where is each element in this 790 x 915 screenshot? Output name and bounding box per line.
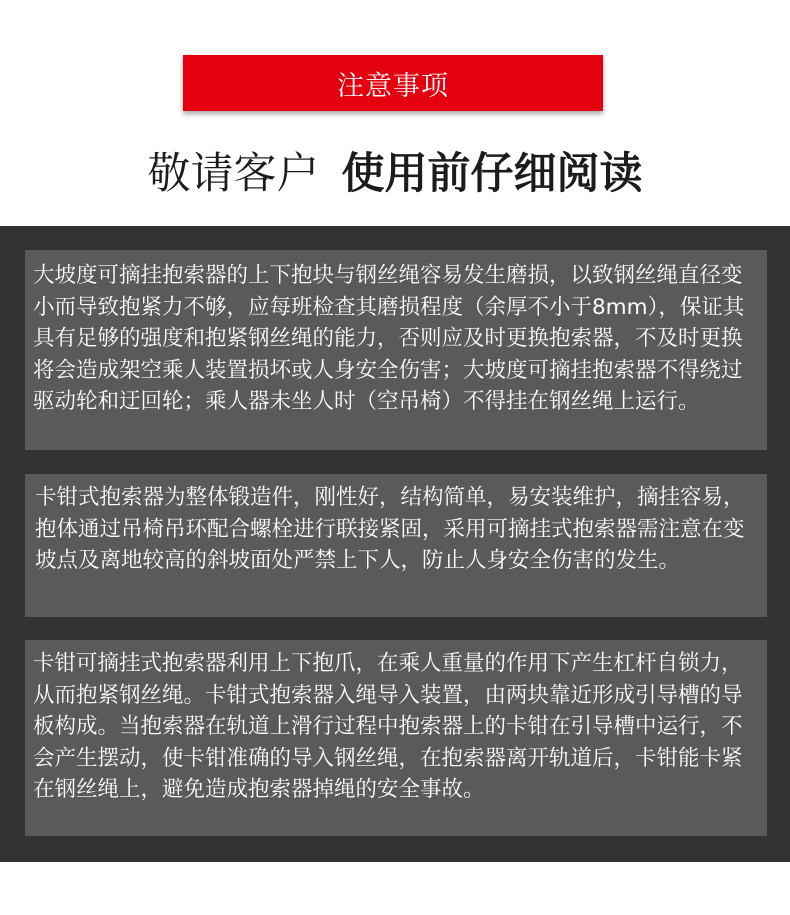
notice-text-2: 卡钳式抱索器为整体锻造件，刚性好，结构简单，易安装维护，摘挂容易，抱体通过吊椅吊环配合螺栓进行联接紧固，采用可摘挂式抱索器需注意在变坡点及离地较高的斜坡面处严禁上下人，防止人身安全伤害的发生。: [35, 485, 745, 573]
notice-panel-3: [25, 640, 767, 836]
notice-text-3: 卡钳可摘挂式抱索器利用上下抱爪，在乘人重量的作用下产生杠杆自锁力，从而抱紧钢丝绳。卡钳式抱索器入绳导入装置，由两块靠近形成引导槽的导板构成。当抱索器在轨道上滑行过程中抱索器上的卡钳在引导槽中运行，不会产生摆动，使卡钳准确的导入钢丝绳，在抱索器离开轨道后，卡钳能卡紧在钢丝绳上，避免造成抱索器掉绳的安全事故。: [33, 651, 743, 802]
notice-badge: [183, 55, 603, 111]
headline-light-text: 敬请客户: [147, 149, 320, 199]
notice-badge-label: 注意事项: [337, 70, 449, 102]
bottom-margin: [0, 862, 790, 915]
notice-panel-2: [25, 474, 767, 617]
headline-bold-text: 使用前仔细阅读: [341, 149, 643, 199]
notice-text-1: 大坡度可摘挂抱索器的上下抱块与钢丝绳容易发生磨损，以致钢丝绳直径变小而导致抱紧力不够，应每班检查其磨损程度（余厚不小于8mm），保证其具有足够的强度和抱紧钢丝绳的能力，否则应及时更换抱索器，不及时更换将会造成架空乘人装置损坏或人身安全伤害；大坡度可摘挂抱索器不得绕过驱动轮和迂回轮；乘人器未坐人时（空吊椅）不得挂在钢丝绳上运行。: [33, 263, 745, 414]
page-headline: [0, 140, 790, 201]
header-area: [0, 0, 790, 226]
notice-panel-1: [25, 250, 767, 450]
